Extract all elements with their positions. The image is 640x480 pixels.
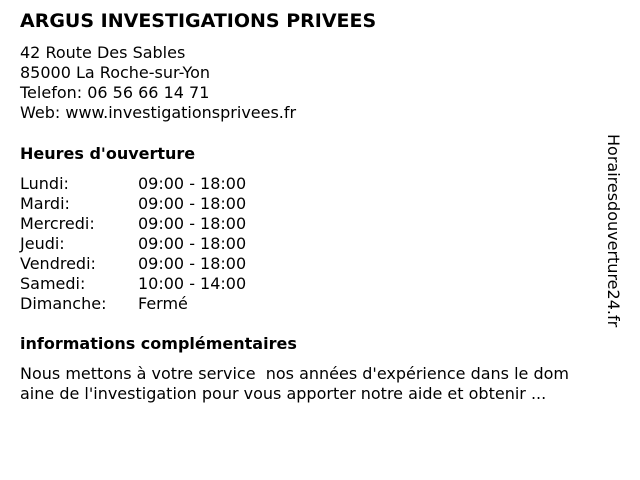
time-range: 09:00 - 18:00 (138, 194, 247, 213)
description-line: Nous mettons à votre service nos années d'expérience dans le dom (20, 364, 570, 383)
time-range: 09:00 - 18:00 (138, 254, 247, 273)
time-range: 10:00 - 14:00 (138, 274, 247, 293)
additional-info-title: informations complémentaires (20, 334, 297, 353)
description-line: aine de l'investigation pour vous apporter notre aide et obtenir ... (20, 384, 547, 403)
time-range: 09:00 - 18:00 (138, 174, 247, 193)
day-label: Mercredi: (20, 214, 95, 233)
time-range: 09:00 - 18:00 (138, 234, 247, 253)
day-label: Dimanche: (20, 294, 107, 313)
day-label: Vendredi: (20, 254, 96, 273)
business-description (20, 364, 620, 404)
site-watermark: Horairesdouverture24.fr (604, 134, 623, 328)
phone-line: Telefon: 06 56 66 14 71 (20, 83, 210, 102)
day-label: Mardi: (20, 194, 70, 213)
day-label: Samedi: (20, 274, 86, 293)
day-label: Jeudi: (20, 234, 65, 253)
address-block (20, 43, 296, 123)
web-line: Web: www.investigationsprivees.fr (20, 103, 297, 122)
company-name: ARGUS INVESTIGATIONS PRIVEES (20, 10, 377, 32)
time-range: Fermé (138, 294, 188, 313)
time-range: 09:00 - 18:00 (138, 214, 247, 233)
street-address: 42 Route Des Sables (20, 43, 186, 62)
day-label: Lundi: (20, 174, 69, 193)
city-address: 85000 La Roche-sur-Yon (20, 63, 211, 82)
opening-hours-title: Heures d'ouverture (20, 144, 196, 163)
